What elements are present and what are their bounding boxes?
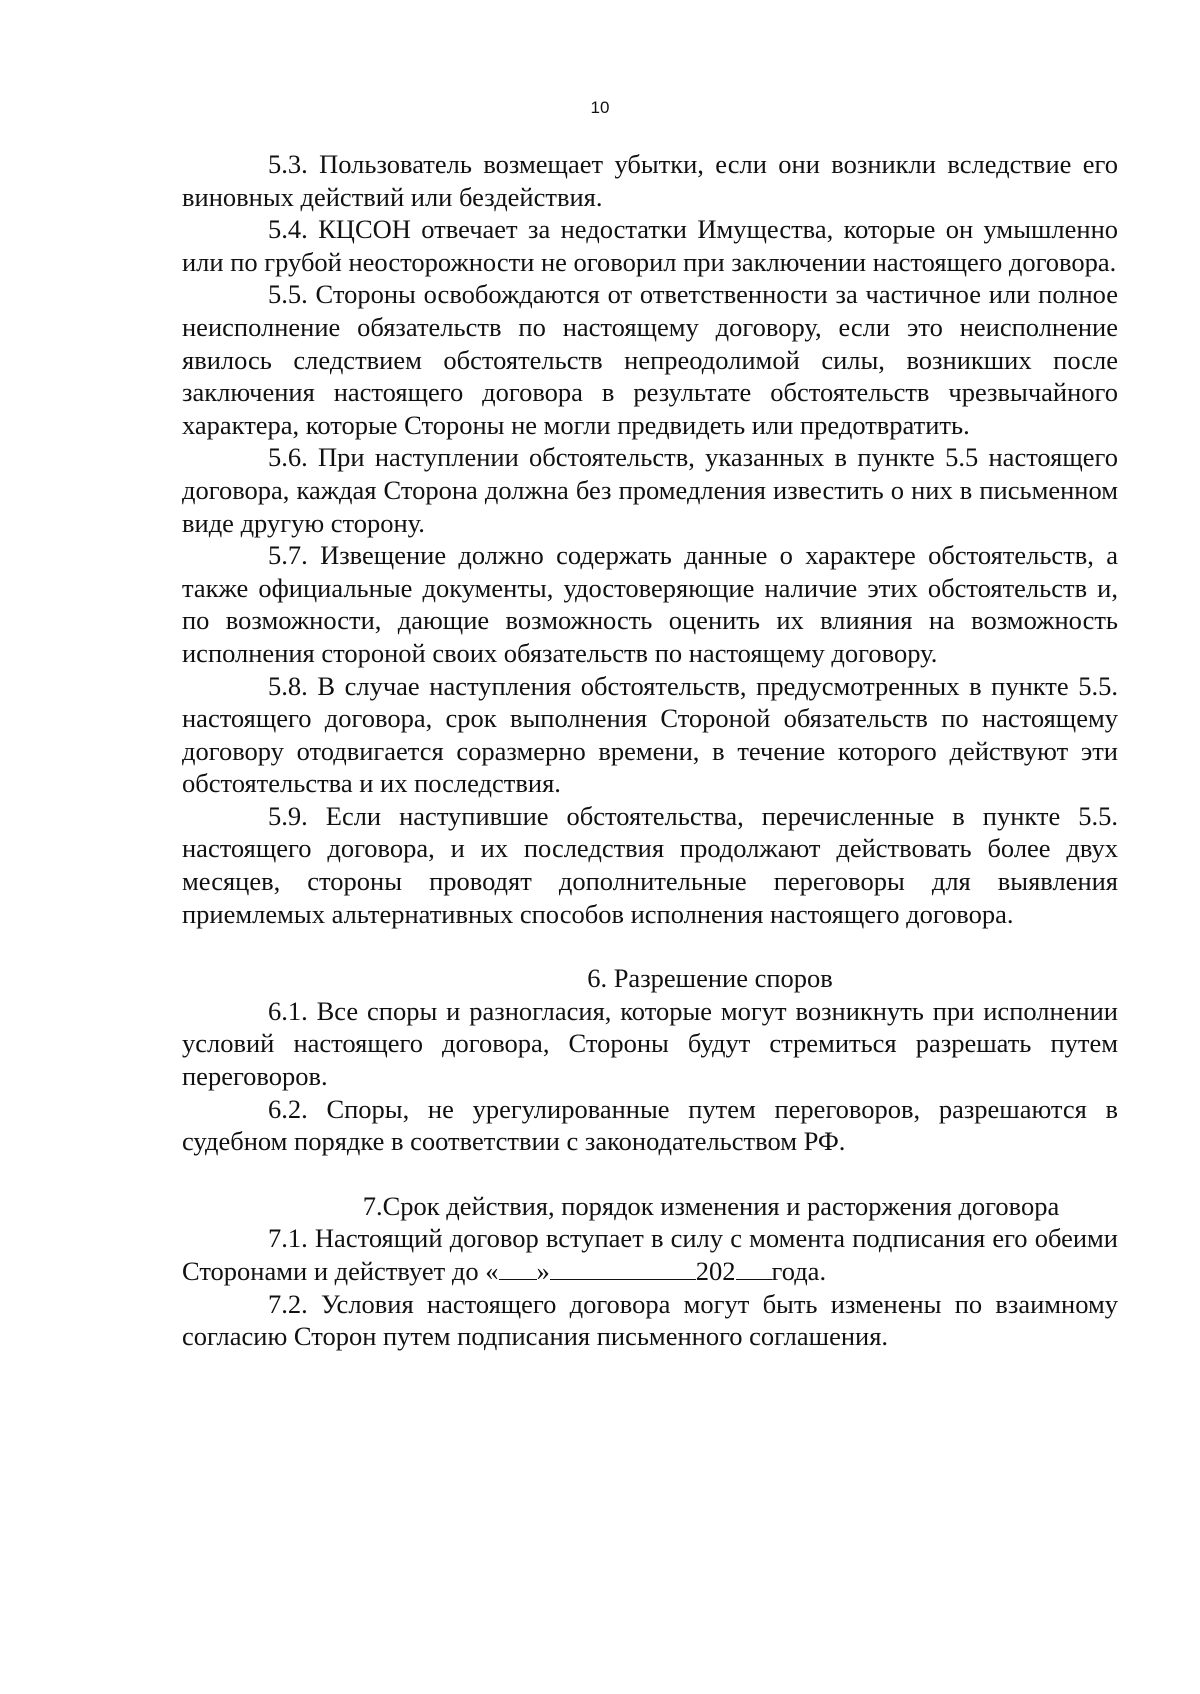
year-suffix: года. (771, 1256, 827, 1286)
page-number: 10 (590, 98, 610, 117)
clause-5-4: 5.4. КЦСОН отвечает за недостатки Имущества, которые он умышленно или по грубой неосторожности не оговорил при заключении настоящего договора. (182, 214, 1118, 277)
clause-5-6: 5.6. При наступлении обстоятельств, указанных в пункте 5.5 настоящего договора, каждая Сторона должна без промедления известить о них в письменном виде другую сторону. (182, 442, 1118, 538)
section-6-heading: 6. Разрешение споров (587, 963, 833, 994)
clause-5-7: 5.7. Извещение должно содержать данные о характере обстоятельств, а также официальные документы, удостоверяющие наличие этих обстоятельств и, по возможности, дающие возможность оценить их влияния на возможность исполнения стороной своих обязательств по настоящему договору. (182, 540, 1118, 668)
clause-5-3: 5.3. Пользователь возмещает убытки, если они возникли вследствие его виновных действий или бездействия. (182, 149, 1118, 212)
open-quote: « (485, 1256, 499, 1286)
year-prefix: 202 (695, 1256, 736, 1286)
clause-5-8: 5.8. В случае наступления обстоятельств, предусмотренных в пункте 5.5. настоящего договора, срок выполнения Стороной обязательств по настоящему договору отодвигается соразмерно времени, в течение которого действуют эти обстоятельства и их последствия. (182, 670, 1118, 799)
month-blank-line (550, 1255, 696, 1280)
clause-6-2: 6.2. Споры, не урегулированные путем переговоров, разрешаются в судебном порядке в соответствии с законодательством РФ. (182, 1093, 1118, 1157)
clause-7-1 (182, 1222, 1118, 1287)
clause-6-1: 6.1. Все споры и разногласия, которые могут возникнуть при исполнении условий настоящего договора, Стороны будут стремиться разрешать путем переговоров. (182, 995, 1118, 1092)
section-7-heading: 7.Срок действия, порядок изменения и расторжения договора (362, 1190, 1060, 1221)
day-blank-line (499, 1255, 537, 1280)
clause-7-2: 7.2. Условия настоящего договора могут быть изменены по взаимному согласию Сторон путем подписания письменного соглашения. (182, 1288, 1118, 1352)
clause-5-5: 5.5. Стороны освобождаются от ответственности за частичное или полное неисполнение обязательств по настоящему договору, если это неисполнение явилось следствием обстоятельств непреодолимой силы, возникших после заключения настоящего договора в результате обстоятельств чрезвычайного характера, которые Стороны не могли предвидеть или предотвратить. (182, 279, 1118, 440)
clause-7-1-text: 7.1. Настоящий договор вступает в силу с момента подписания его обеими Сторонами и действует до (182, 1223, 1118, 1286)
close-quote: » (536, 1256, 550, 1286)
year-blank-line (736, 1255, 772, 1280)
clause-5-9: 5.9. Если наступившие обстоятельства, перечисленные в пункте 5.5. настоящего договора, и их последствия продолжают действовать более двух месяцев, стороны проводят дополнительные переговоры для выявления приемлемых альтернативных способов исполнения настоящего договора. (182, 800, 1118, 929)
document-body (182, 148, 1118, 1353)
